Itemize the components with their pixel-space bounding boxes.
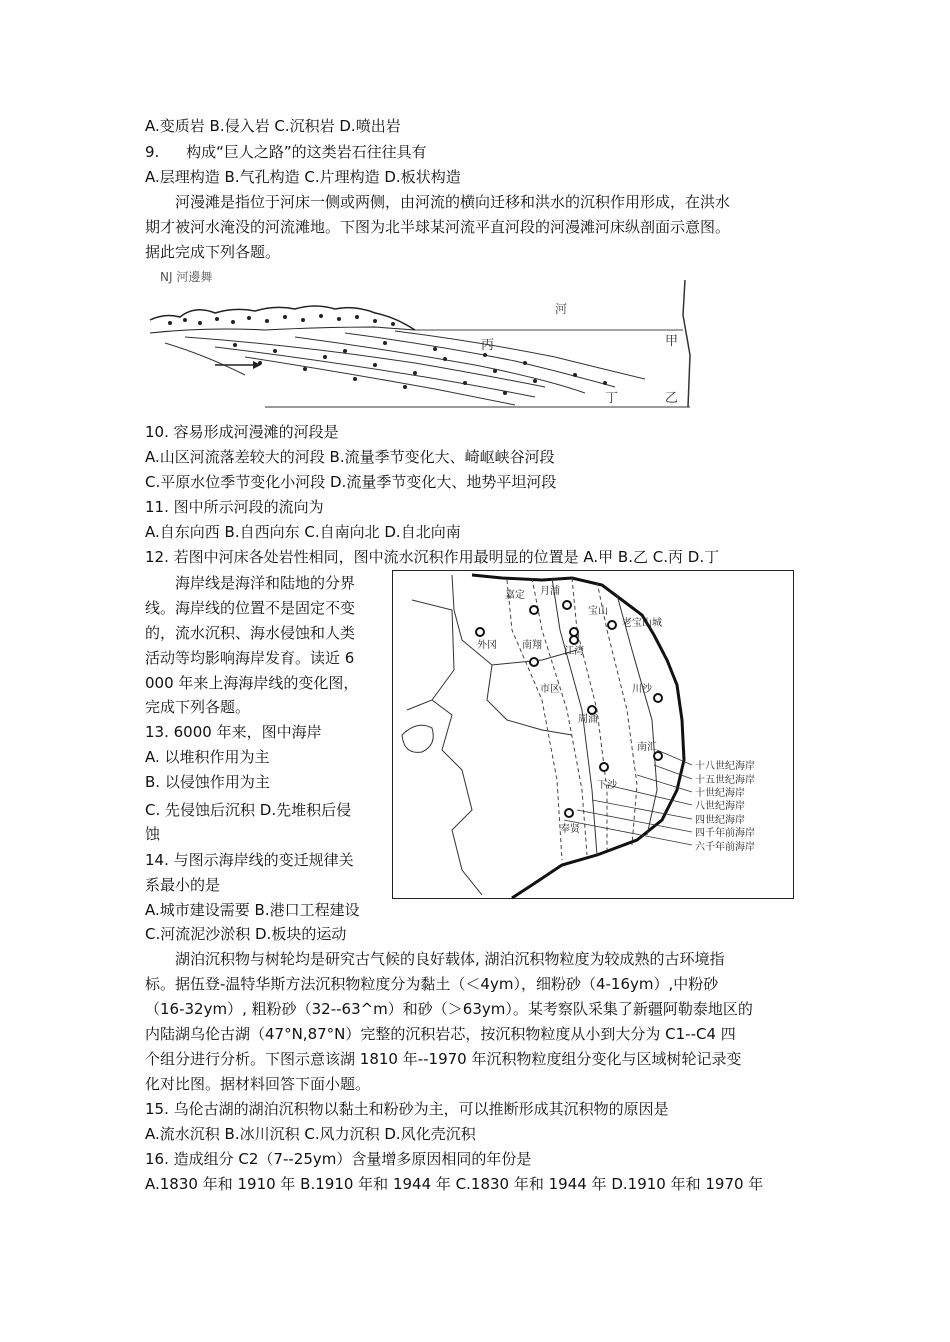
legend-4th-century: 四世纪海岸 <box>695 815 745 826</box>
legend-8th-century: 八世纪海岸 <box>695 801 745 812</box>
place-zhoupu: 周浦 <box>578 714 598 725</box>
place-shiqu: 市区 <box>540 684 560 695</box>
passage-coast-line: 活动等均影响海岸发育。读近 6 <box>145 649 355 667</box>
q16-options: A.1830 年和 1910 年 B.1910 年和 1944 年 C.1830 年和 1944 年 D.1910 年和 1970 年 <box>145 1175 764 1193</box>
q8-options: A.变质岩 B.侵入岩 C.沉积岩 D.喷出岩 <box>145 117 401 135</box>
label-yi: 乙 <box>665 391 679 406</box>
q15-options: A.流水沉积 B.冰川沉积 C.风力沉积 D.风化壳沉积 <box>145 1125 476 1143</box>
label-jia: 甲 <box>665 334 679 349</box>
place-chuansha: 川沙 <box>632 684 652 695</box>
q13-option-cd: C. 先侵蚀后沉积 D.先堆积后侵 <box>145 801 352 819</box>
place-baoshan: 宝山 <box>588 606 608 617</box>
q9-number: 9. <box>145 143 160 161</box>
passage-lake-line: 湖泊沉积物与树轮均是研究古气候的良好载体, 湖泊沉积物粒度为较成熟的古环境指 <box>175 950 725 968</box>
q13-stem: 13. 6000 年来，图中海岸 <box>145 723 322 741</box>
passage-floodplain-line: 据此完成下列各题。 <box>145 243 281 261</box>
passage-lake-line: 个组分进行分析。下图示意该湖 1810 年--1970 年沉积物粒度组分变化与区域树轮记录变 <box>145 1050 742 1068</box>
place-nanhui: 南汇 <box>637 742 657 753</box>
passage-lake-line: 内陆湖乌伦古湖（47°N,87°N）完整的沉积岩芯，按沉积物粒度从小到大分为 C1--C4 四 <box>145 1025 736 1043</box>
passage-floodplain-line: 河漫滩是指位于河床一侧或两侧，由河流的横向迁移和洪水的沉积作用形成，在洪水 <box>175 193 731 211</box>
q12-stem: 12. 若图中河床各处岩性相同，图中流水沉积作用最明显的位置是 A.甲 B.乙 C.丙 D.丁 <box>145 548 720 566</box>
legend-4000-years-ago: 四千年前海岸 <box>695 828 755 839</box>
passage-coast-line: 线。海岸线的位置不是固定不变 <box>145 599 356 617</box>
passage-lake-line: 化对比图。据材料回答下面小题。 <box>145 1075 371 1093</box>
label-bing: 丙 <box>481 338 495 353</box>
passage-coast-line: 海岸线是海洋和陆地的分界 <box>175 574 356 592</box>
q10-options-2: C.平原水位季节变化小河段 D.流量季节变化大、地势平坦河段 <box>145 473 557 491</box>
legend-10th-century: 十世纪海岸 <box>695 788 745 799</box>
place-nanxiang: 南翔 <box>522 640 542 651</box>
passage-lake-line: （16-32ym）, 粗粉砂（32--63^m）和砂（＞63ym）。某考察队采集了新疆阿勒泰地区的 <box>145 1000 753 1018</box>
label-ding: 丁 <box>605 391 619 406</box>
q10-options-1: A.山区河流落差较大的河段 B.流量季节变化大、崎岖峡谷河段 <box>145 448 555 466</box>
place-waigang: 外冈 <box>477 640 497 651</box>
label-river: 河 <box>555 302 568 316</box>
q14-options-2: C.河流泥沙淤积 D.板块的运动 <box>145 925 347 943</box>
place-yuepu: 月浦 <box>540 586 560 597</box>
legend-15th-century: 十五世纪海岸 <box>695 775 755 786</box>
q9-options: A.层理构造 B.气孔构造 C.片理构造 D.板状构造 <box>145 168 461 186</box>
q15-stem: 15. 乌伦古湖的湖泊沉积物以黏土和粉砂为主，可以推断形成其沉积物的原因是 <box>145 1100 669 1118</box>
q14-stem: 14. 与图示海岸线的变迁规律关 <box>145 851 354 869</box>
legend-6000-years-ago: 六千年前海岸 <box>695 842 755 853</box>
place-jiangwan: 江湾 <box>564 646 584 657</box>
q11-stem: 11. 图中所示河段的流向为 <box>145 498 324 516</box>
q10-stem: 10. 容易形成河漫滩的河段是 <box>145 423 339 441</box>
figure1-caption: NJ 河邊舞 <box>160 270 213 284</box>
q13-option-cd-cont: 蚀 <box>145 825 161 843</box>
q14-stem-cont: 系最小的是 <box>145 876 221 894</box>
place-fengxian: 奉贤 <box>560 824 580 835</box>
q16-stem: 16. 造成组分 C2（7--25ym）含量增多原因相同的年份是 <box>145 1150 532 1168</box>
passage-lake-line: 标。据伍登-温特华斯方法沉积物粒度分为黏土（＜4ym），细粉砂（4-16ym）,中粉砂 <box>145 975 719 993</box>
place-xiasha: 下沙 <box>597 780 617 791</box>
q13-option-a: A. 以堆积作用为主 <box>145 748 270 766</box>
q13-option-b: B. 以侵蚀作用为主 <box>145 773 270 791</box>
passage-coast-line: 000 年来上海海岸线的变化图， <box>145 674 359 692</box>
place-jiading: 嘉定 <box>505 590 525 601</box>
q14-options-1: A.城市建设需要 B.港口工程建设 <box>145 901 360 919</box>
q9-text: 构成“巨人之路”的这类岩石往往具有 <box>186 143 427 161</box>
place-old-baoshan: 老宝山城 <box>622 618 662 629</box>
legend-18th-century: 十八世纪海岸 <box>695 761 755 772</box>
passage-floodplain-line: 期才被河水淹没的河流滩地。下图为北半球某河流平直河段的河漫滩河床纵剖面示意图。 <box>145 218 731 236</box>
floodplain-profile-diagram <box>145 275 700 415</box>
q11-options: A.自东向西 B.自西向东 C.自南向北 D.自北向南 <box>145 523 461 541</box>
shanghai-coastline-map <box>392 570 795 900</box>
passage-coast-line: 完成下列各题。 <box>145 698 251 716</box>
passage-coast-line: 的，流水沉积、海水侵蚀和人类 <box>145 624 356 642</box>
q9-stem <box>145 141 427 163</box>
